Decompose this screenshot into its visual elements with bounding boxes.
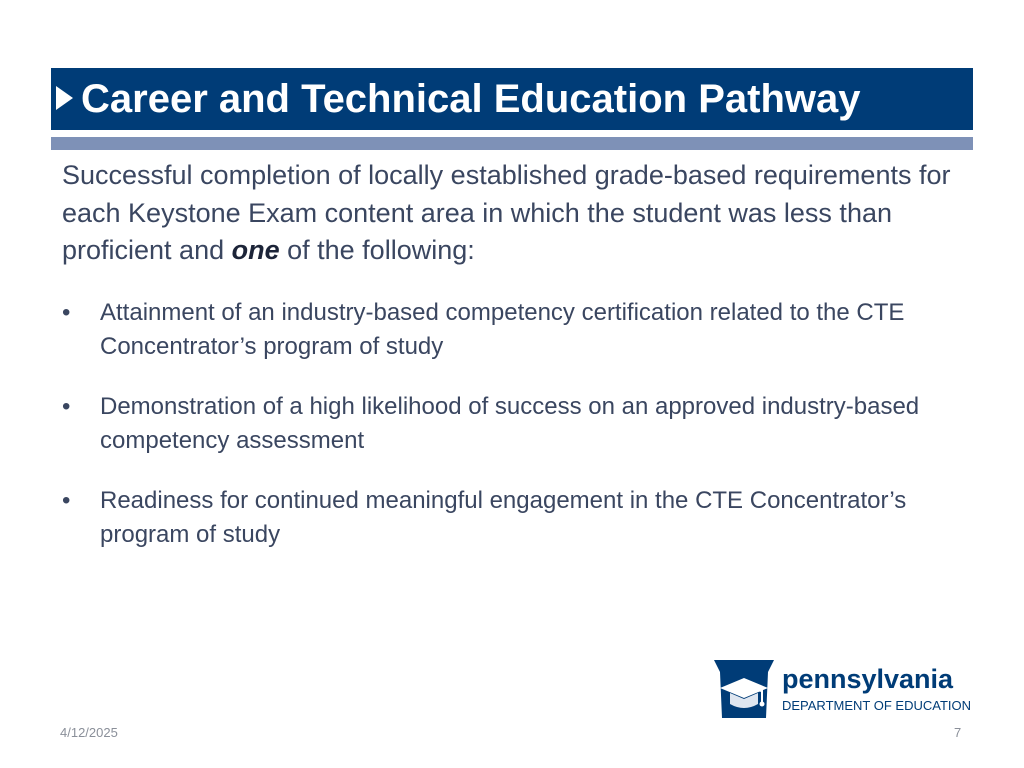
list-item [62,484,967,552]
intro-emphasis: one [231,235,280,265]
logo-subtitle: DEPARTMENT OF EDUCATION [782,698,971,713]
intro-paragraph [62,157,967,270]
bullet-text: Demonstration of a high likelihood of success on an approved industry-based competency assessment [100,393,920,454]
intro-text-end: of the following: [279,235,475,265]
list-item [62,296,967,364]
bullet-icon: • [62,299,71,326]
chevron-right-icon [56,86,73,110]
bullet-icon: • [62,487,71,514]
title-divider [51,137,973,150]
keystone-graduation-cap-icon [712,658,776,720]
bullet-text: Attainment of an industry-based competency certification related to the CTE Concentrator’s program of study [100,299,905,360]
intro-text-start: Successful completion of locally established grade-based requirements for each Keystone Exam content area in which the student was less than proficient and [62,160,951,265]
list-item [62,390,967,458]
pa-education-logo [712,658,974,720]
bullet-text: Readiness for continued meaningful engagement in the CTE Concentrator’s program of study [100,487,907,548]
bullet-list [62,296,967,578]
slide-title: Career and Technical Education Pathway [81,77,861,121]
footer-date: 4/12/2025 [60,725,118,740]
bullet-icon: • [62,393,71,420]
title-bar [51,68,973,130]
logo-wordmark: pennsylvania [782,664,954,694]
page-number: 7 [954,725,962,740]
